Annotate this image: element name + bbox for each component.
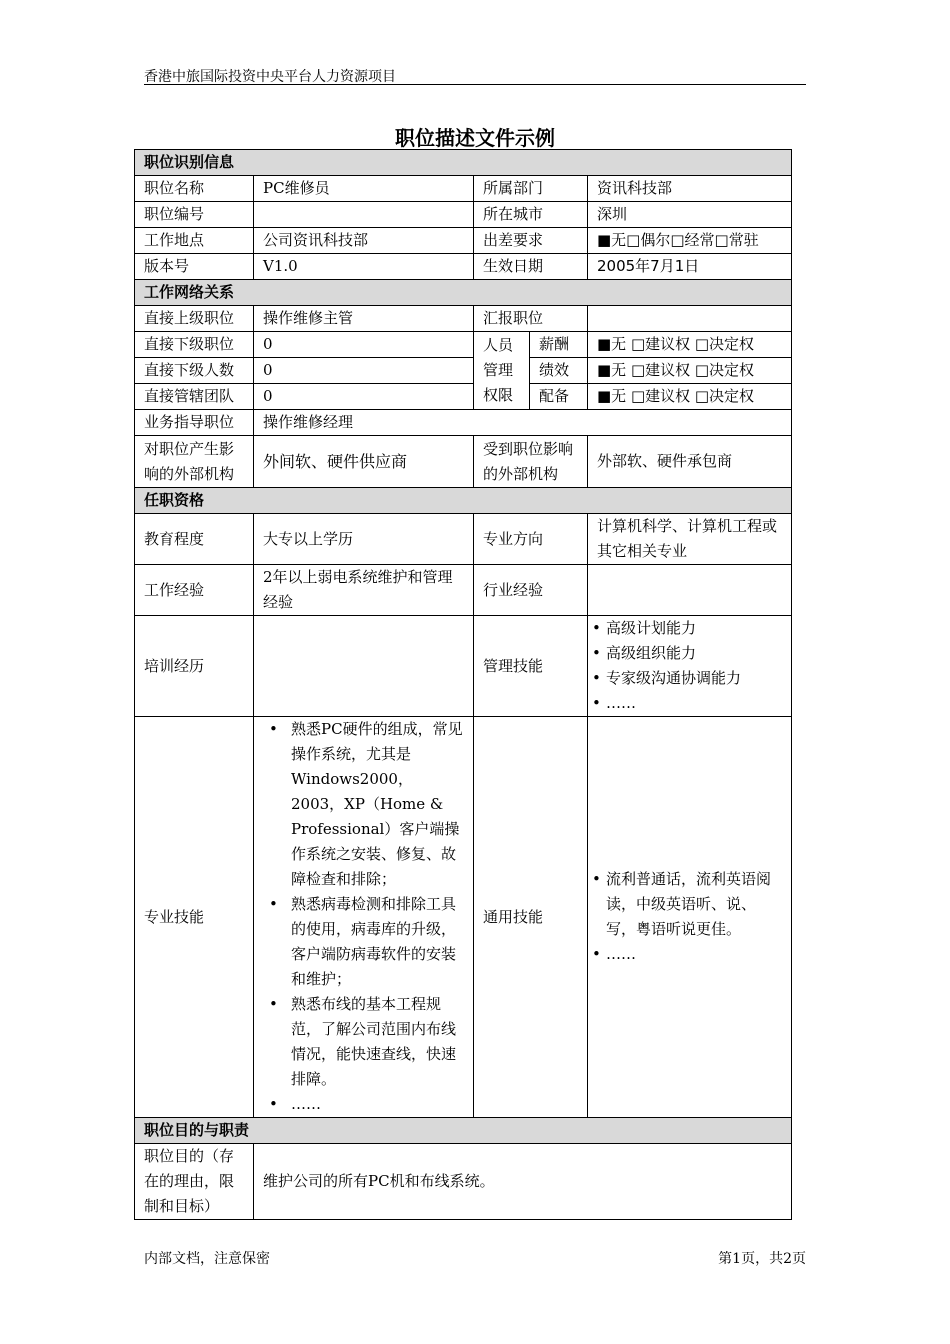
list-item: • 熟悉PC硬件的组成，常见操作系统，尤其是Windows2000，2003，XP（Home & Professional）客户端操作系统之安装、修复、故障检查和排除；	[291, 717, 465, 892]
major-value: 计算机科学、计算机工程或其它相关专业	[588, 514, 792, 565]
travel-label: 出差要求	[474, 228, 588, 254]
superior-value: 操作维修主管	[254, 306, 474, 332]
location-value: 公司资讯科技部	[254, 228, 474, 254]
team-value: 0	[254, 384, 474, 410]
location-label: 工作地点	[135, 228, 254, 254]
job-no-label: 职位编号	[135, 202, 254, 228]
job-description-table	[134, 149, 792, 1220]
sub-count-value: 0	[254, 358, 474, 384]
industry-label: 行业经验	[474, 565, 588, 616]
job-name-value: PC维修员	[254, 176, 474, 202]
list-item: • 流利普通话，流利英语阅读，中级英语听、说、写，粤语听说更佳。	[606, 867, 782, 942]
version-label: 版本号	[135, 254, 254, 280]
team-label: 直接管辖团队	[135, 384, 254, 410]
ext-affect-value: 外间软、硬件供应商	[254, 436, 474, 488]
footer-page-number: 第1页，共2页	[718, 1251, 806, 1267]
staffing-label: 配备	[530, 384, 588, 410]
section-identification: 职位识别信息	[135, 150, 792, 176]
general-skills-list	[588, 867, 782, 967]
purpose-label: 职位目的（存在的理由，限制和目标）	[135, 1144, 254, 1220]
salary-value: ■无 □建议权 □决定权	[588, 332, 792, 358]
list-item: • 熟悉病毒检测和排除工具的使用，病毒库的升级，客户端防病毒软件的安装和维护；	[291, 892, 465, 992]
travel-value: ■无□偶尔□经常□常驻	[588, 228, 792, 254]
section-qualification: 任职资格	[135, 488, 792, 514]
industry-value	[588, 565, 792, 616]
exp-value: 2年以上弱电系统维护和管理经验	[254, 565, 474, 616]
document-header: 香港中旅国际投资中央平台人力资源项目	[144, 69, 396, 85]
list-item: • ……	[606, 942, 782, 967]
mgmt-label: 管理技能	[474, 616, 588, 717]
job-no-value	[254, 202, 474, 228]
list-item: • 高级组织能力	[606, 641, 782, 666]
perf-label: 绩效	[530, 358, 588, 384]
version-value: V1.0	[254, 254, 474, 280]
list-item: • ……	[606, 691, 782, 716]
training-label: 培训经历	[135, 616, 254, 717]
effective-label: 生效日期	[474, 254, 588, 280]
edu-label: 教育程度	[135, 514, 254, 565]
ext-affected-label: 受到职位影响的外部机构	[474, 436, 588, 488]
footer-confidential: 内部文档，注意保密	[144, 1251, 270, 1267]
pro-label: 专业技能	[135, 717, 254, 1118]
dept-value: 资讯科技部	[588, 176, 792, 202]
list-item: • ……	[291, 1092, 465, 1117]
sub-value: 0	[254, 332, 474, 358]
guide-label: 业务指导职位	[135, 410, 254, 436]
page-title: 职位描述文件示例	[395, 126, 555, 150]
edu-value: 大专以上学历	[254, 514, 474, 565]
dept-label: 所属部门	[474, 176, 588, 202]
training-value	[254, 616, 474, 717]
perf-value: ■无 □建议权 □决定权	[588, 358, 792, 384]
staffing-value: ■无 □建议权 □决定权	[588, 384, 792, 410]
section-network: 工作网络关系	[135, 280, 792, 306]
ext-affected-value: 外部软、硬件承包商	[588, 436, 792, 488]
pro-skills-list	[263, 717, 465, 1117]
header-rule	[144, 84, 806, 85]
job-name-label: 职位名称	[135, 176, 254, 202]
ext-affect-label: 对职位产生影响的外部机构	[135, 436, 254, 488]
authority-label: 人员 管理 权限	[474, 332, 530, 410]
guide-value: 操作维修经理	[254, 410, 792, 436]
salary-label: 薪酬	[530, 332, 588, 358]
list-item: • 专家级沟通协调能力	[606, 666, 782, 691]
list-item: • 熟悉布线的基本工程规范，了解公司范围内布线情况，能快速查线，快速排障。	[291, 992, 465, 1092]
mgmt-skills-list	[588, 616, 782, 716]
exp-label: 工作经验	[135, 565, 254, 616]
superior-label: 直接上级职位	[135, 306, 254, 332]
general-label: 通用技能	[474, 717, 588, 1118]
major-label: 专业方向	[474, 514, 588, 565]
city-label: 所在城市	[474, 202, 588, 228]
report-value	[588, 306, 792, 332]
list-item: • 高级计划能力	[606, 616, 782, 641]
city-value: 深圳	[588, 202, 792, 228]
effective-value: 2005年7月1日	[588, 254, 792, 280]
report-label: 汇报职位	[474, 306, 588, 332]
sub-label: 直接下级职位	[135, 332, 254, 358]
section-purpose: 职位目的与职责	[135, 1118, 792, 1144]
sub-count-label: 直接下级人数	[135, 358, 254, 384]
purpose-value: 维护公司的所有PC机和布线系统。	[254, 1144, 792, 1220]
